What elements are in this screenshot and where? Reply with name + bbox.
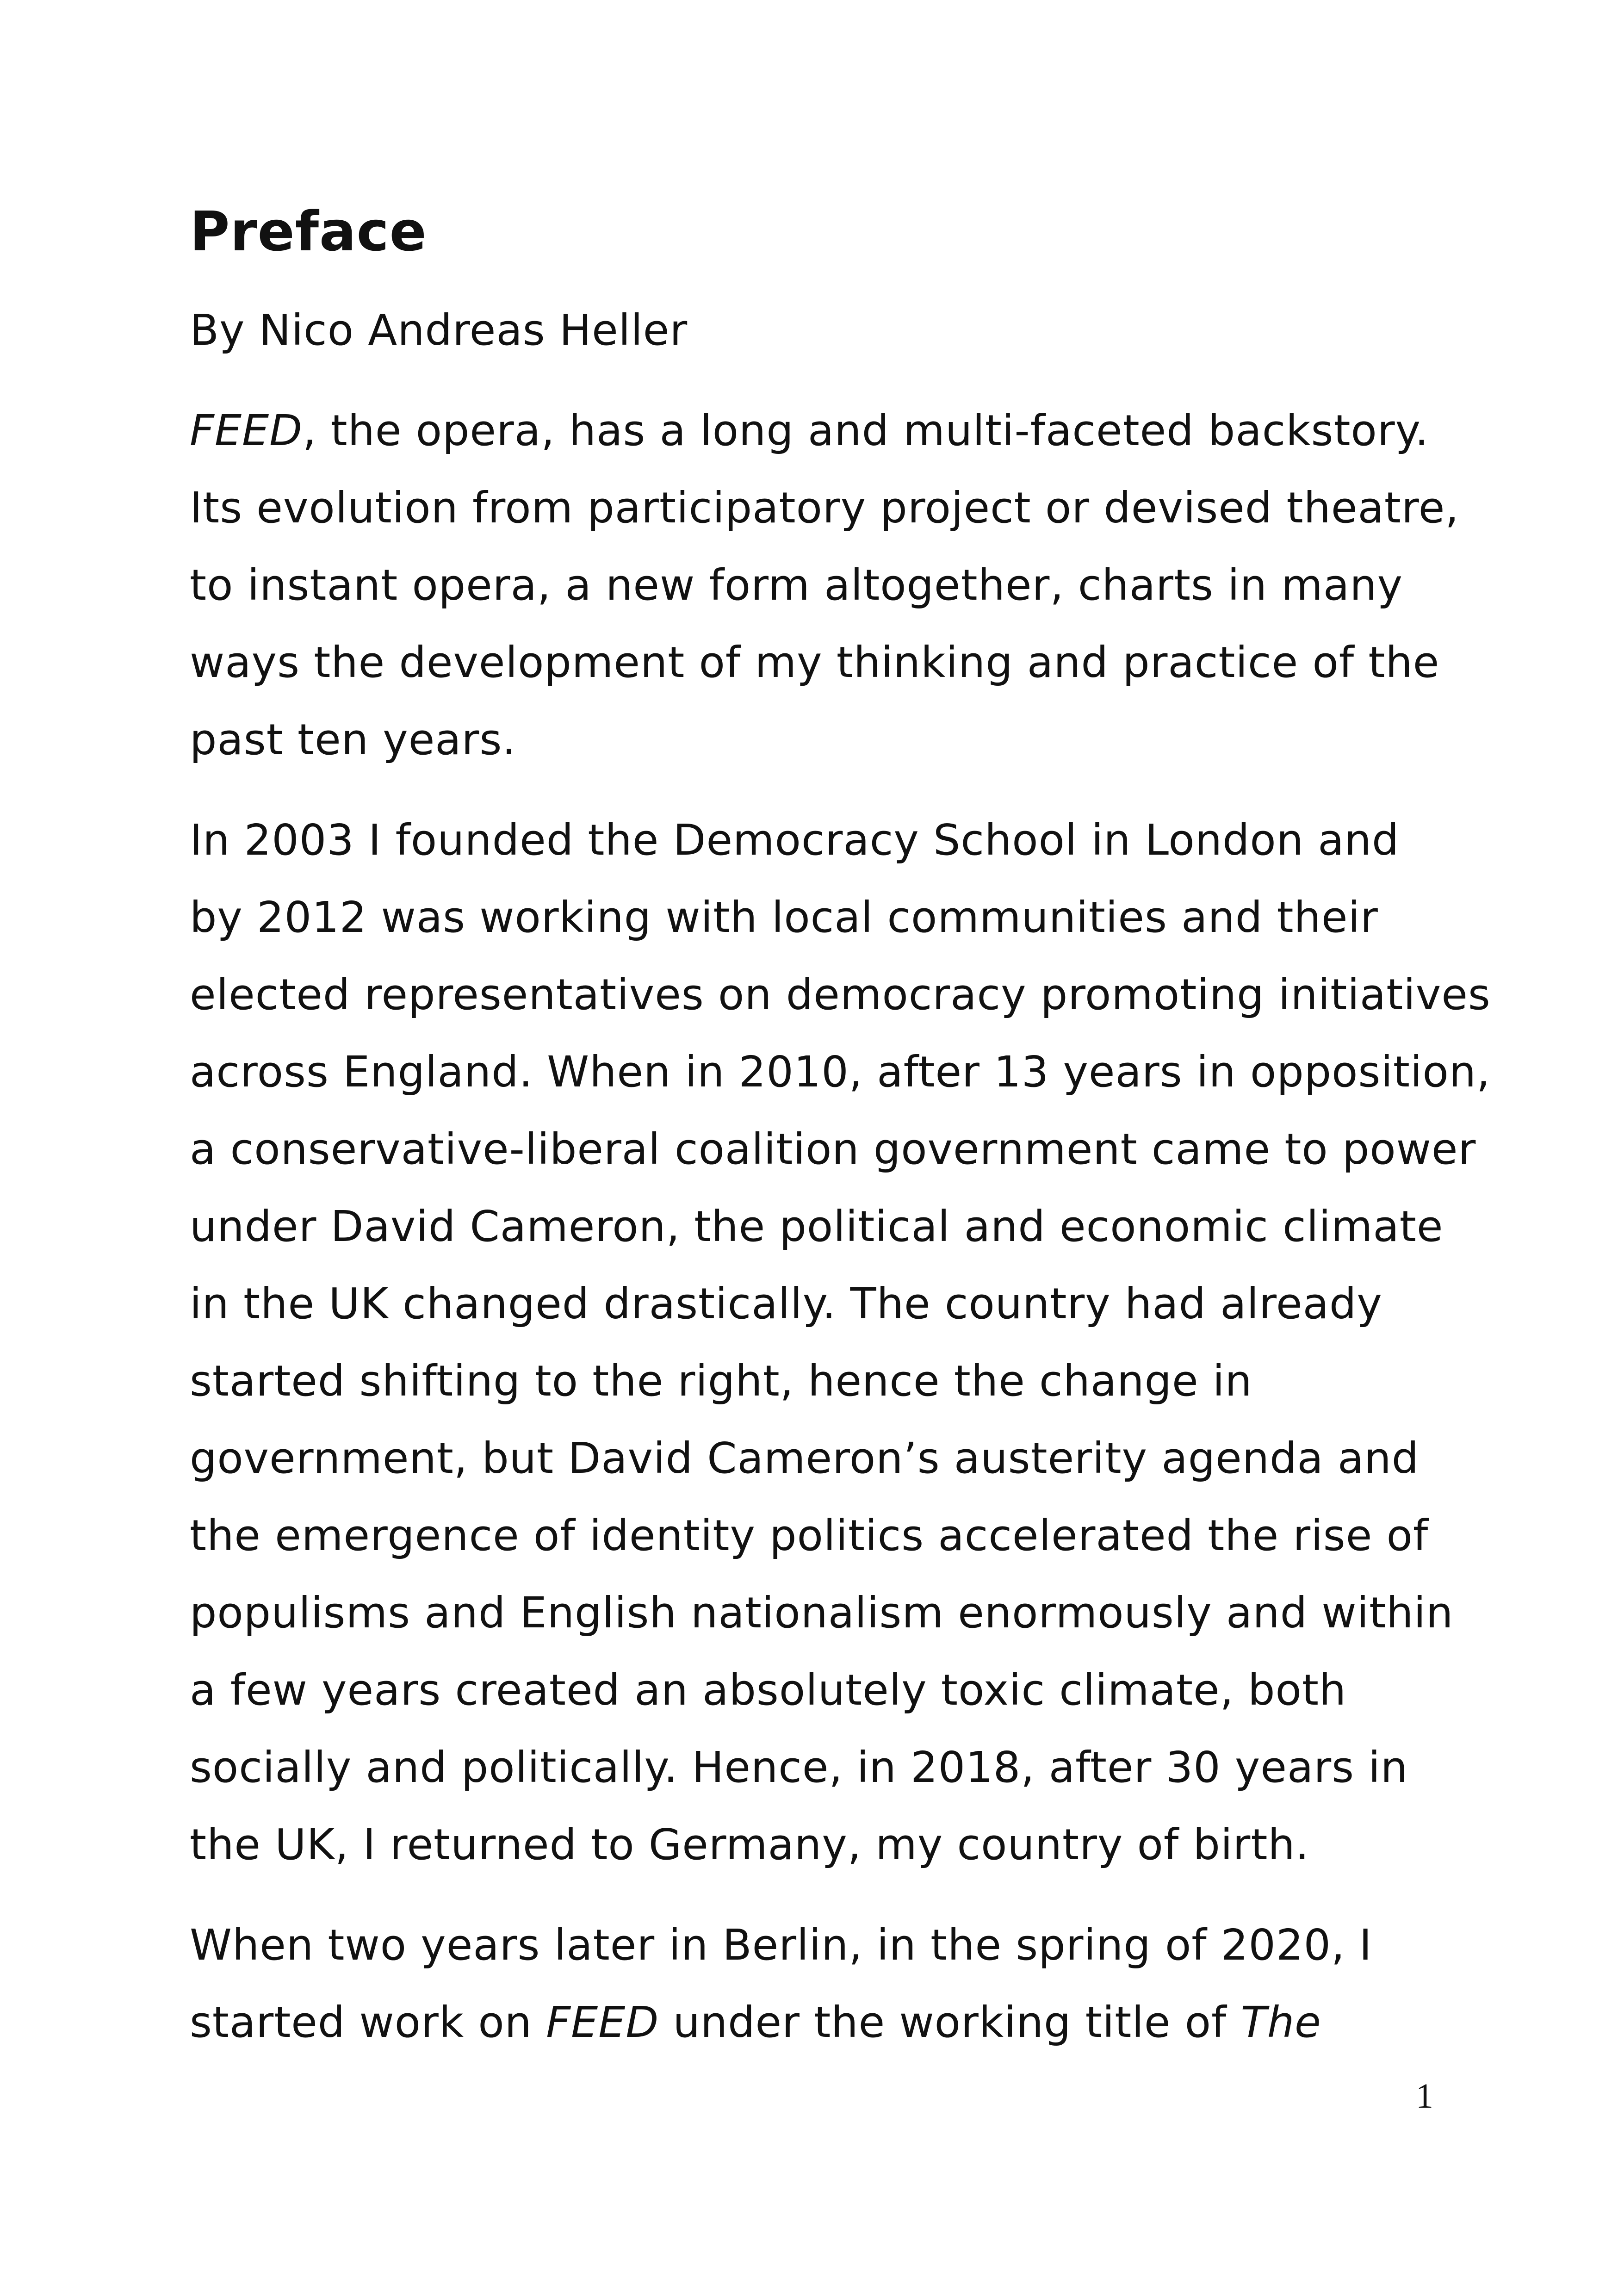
text-line: a conservative-liberal coalition government came to power xyxy=(190,1124,1476,1174)
text-fragment: started work on xyxy=(190,1998,546,2047)
italic-title: FEED xyxy=(190,406,303,455)
text-line xyxy=(190,1984,1485,2061)
text-line xyxy=(190,392,1485,469)
author-byline: By Nico Andreas Heller xyxy=(190,305,688,355)
text-line: ways the development of my thinking and practice of the xyxy=(190,638,1440,687)
text-line: the UK, I returned to Germany, my country of birth. xyxy=(190,1820,1309,1869)
text-line: by 2012 was working with local communities and their xyxy=(190,893,1378,942)
text-fragment: under the working title of xyxy=(659,1998,1241,2047)
paragraph-1 xyxy=(190,392,1485,778)
text-line: past ten years. xyxy=(190,715,516,764)
text-line: When two years later in Berlin, in the spring of 2020, I xyxy=(190,1920,1372,1970)
page-number: 1 xyxy=(1416,2077,1433,2116)
text-line: the emergence of identity politics accelerated the rise of xyxy=(190,1511,1429,1560)
paragraph-3 xyxy=(190,1906,1485,2061)
text-line: to instant opera, a new form altogether, charts in many xyxy=(190,560,1403,610)
text-line: across England. When in 2010, after 13 years in opposition, xyxy=(190,1047,1491,1097)
italic-title: FEED xyxy=(546,1998,659,2047)
text-line: socially and politically. Hence, in 2018, after 30 years in xyxy=(190,1743,1408,1792)
text-line: a few years created an absolutely toxic climate, both xyxy=(190,1665,1347,1715)
italic-title: The xyxy=(1240,1998,1321,2047)
text-line: under David Cameron, the political and economic climate xyxy=(190,1202,1444,1251)
paragraph-2 xyxy=(190,801,1491,1883)
page-content xyxy=(190,190,1491,2084)
text-line: In 2003 I founded the Democracy School in London and xyxy=(190,815,1400,865)
text-line: elected representatives on democracy promoting initiatives xyxy=(190,970,1491,1019)
text-line: government, but David Cameron’s austerity agenda and xyxy=(190,1433,1420,1483)
text-line: in the UK changed drastically. The country had already xyxy=(190,1279,1382,1328)
text-line: populisms and English nationalism enormously and within xyxy=(190,1588,1454,1638)
text-fragment: , the opera, has a long and multi-faceted backstory. xyxy=(303,406,1429,455)
page-title: Preface xyxy=(190,199,427,263)
text-line: started shifting to the right, hence the change in xyxy=(190,1356,1252,1406)
text-line: Its evolution from participatory project or devised theatre, xyxy=(190,483,1459,533)
